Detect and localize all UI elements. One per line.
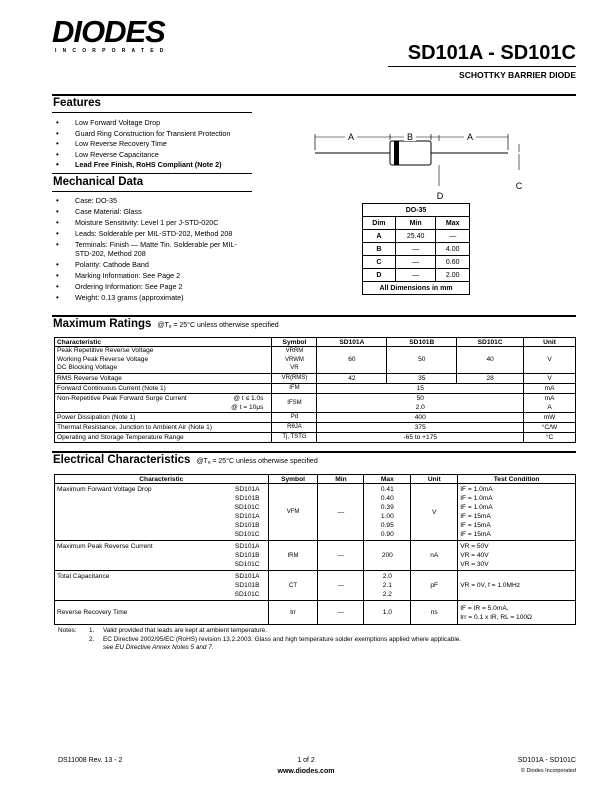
do35-row (363, 269, 470, 282)
ec-part: SD101A (235, 513, 260, 520)
mr-unit: °C (524, 432, 576, 442)
mr-unit: V (524, 347, 576, 374)
mech-item: • Case: DO-35 (52, 196, 252, 205)
ec-header: Characteristic (55, 475, 269, 484)
ec-unit: ns (411, 601, 458, 625)
mr-val: 35 (387, 373, 457, 383)
footer-url[interactable]: www.diodes.com (277, 768, 335, 775)
ec-part: SD101A (235, 486, 260, 493)
electrical-top-rule (52, 451, 576, 453)
do35-cell: 0.60 (436, 256, 470, 269)
ec-max: 0.90 (380, 531, 394, 538)
ec-test: VR = 0V, f = 1.0MHz (458, 571, 576, 601)
do35-cell: 2.00 (436, 269, 470, 282)
do35-cell: A (363, 230, 396, 243)
dim-label-a-left: A (347, 132, 355, 142)
mech-item: • Case Material: Glass (52, 207, 252, 216)
part-title: SD101A - SD101C (407, 42, 576, 64)
mechanical-top-rule (52, 173, 252, 174)
max-ratings-heading (53, 318, 279, 330)
mr-val: 50 (416, 394, 424, 402)
mr-row (55, 373, 576, 383)
ec-test: IF = 15mA (460, 513, 491, 520)
footer-doc-number: DS11008 Rev. 13 - 2 (58, 757, 123, 764)
mr-char: Operating and Storage Temperature Range (55, 432, 272, 442)
do35-col-min: Min (395, 217, 436, 230)
mr-sym: VRWM (285, 356, 304, 363)
ec-max: 2.1 (382, 582, 392, 589)
ec-part: SD101C (234, 561, 260, 568)
ec-part: SD101B (235, 495, 260, 502)
mr-char: DC Blocking Voltage (57, 364, 118, 371)
ec-header: Min (318, 475, 364, 484)
mr-unit: mA (544, 394, 555, 402)
ec-row (55, 601, 576, 625)
mr-char: RMS Reverse Voltage (55, 373, 272, 383)
ec-test: IF = IR = 5.0mA, (460, 604, 509, 612)
mr-char: Thermal Resistance, Junction to Ambient Air (Note 1) (55, 422, 272, 432)
company-logo: DIODES (52, 14, 165, 49)
ec-test: IF = 15mA (460, 522, 491, 529)
dim-label-b: B (406, 132, 414, 142)
mr-unit: V (524, 373, 576, 383)
mr-row (55, 412, 576, 422)
mr-val: 2.0 (415, 403, 425, 411)
mech-item: • Ordering Information: See Page 2 (52, 282, 252, 291)
do35-cell: 25.40 (395, 230, 436, 243)
ec-char: Maximum Peak Reverse Current (57, 543, 153, 550)
ec-part: SD101A (235, 573, 260, 580)
mr-char: Power Dissipation (Note 1) (55, 412, 272, 422)
note-num: 1. (89, 627, 95, 634)
dim-label-c: C (515, 181, 523, 191)
ec-char: Total Capacitance (57, 573, 110, 580)
ec-max: 0.39 (380, 504, 394, 511)
max-ratings-condition: @Tₐ = 25°C unless otherwise specified (157, 322, 279, 329)
feature-item: • Guard Ring Construction for Transient Protection (52, 129, 262, 138)
note-text: see EU Directive Annex Notes 5 and 7. (103, 644, 214, 651)
ec-part: SD101C (234, 531, 260, 538)
note-text: EC Directive 2002/95/EC (RoHS) revision 13.2.2003. Glass and high temperature solder exemptions applied where applicable. (103, 635, 462, 643)
electrical-title: Electrical Characteristics (53, 454, 191, 466)
do35-cell: D (363, 269, 396, 282)
max-ratings-title: Maximum Ratings (53, 318, 152, 330)
ec-min: — (318, 601, 364, 625)
ec-header: Unit (411, 475, 458, 484)
mr-header: Unit (524, 338, 576, 347)
ec-sym: IRM (268, 541, 318, 571)
mr-row (55, 393, 576, 412)
ec-row (55, 484, 576, 541)
mr-cond: @ t = 10μs (231, 403, 264, 411)
ec-unit: nA (411, 541, 458, 571)
mr-header: SD101B (387, 338, 457, 347)
title-underline (388, 66, 576, 67)
mr-row (55, 422, 576, 432)
note-text: Valid provided that leads are kept at ambient temperature. (103, 627, 268, 634)
dim-label-a-right: A (466, 132, 474, 142)
ec-part: SD101B (235, 522, 260, 529)
mr-unit: A (547, 403, 552, 411)
mr-unit: mA (524, 383, 576, 393)
do35-col-max: Max (436, 217, 470, 230)
ec-test: VR = 40V (460, 552, 489, 559)
do35-cell: C (363, 256, 396, 269)
mr-row (55, 432, 576, 442)
feature-item: • Low Reverse Recovery Time (52, 139, 262, 148)
ec-max: 1.00 (380, 513, 394, 520)
ec-test: IF = 1.0mA (460, 495, 493, 502)
ec-sym: CT (268, 571, 318, 601)
mr-sym: IFSM (272, 393, 317, 412)
features-list (52, 118, 262, 171)
ec-part: SD101C (234, 591, 260, 598)
footer-copyright: © Diodes Incorporated (520, 768, 576, 774)
feature-item: • Low Forward Voltage Drop (52, 118, 262, 127)
mr-unit: °C/W (524, 422, 576, 432)
footer-page: 1 of 2 (297, 757, 315, 764)
mr-val: 60 (317, 347, 387, 374)
mr-cond: @ t ≤ 1.0s (233, 394, 264, 402)
ec-part: SD101A (235, 543, 260, 550)
mr-sym: Tj, TSTG (272, 432, 317, 442)
mr-sym: IFM (272, 383, 317, 393)
part-subtitle: SCHOTTKY BARRIER DIODE (459, 70, 576, 80)
ec-row (55, 541, 576, 571)
electrical-heading (53, 454, 318, 466)
mr-sym: RθJA (272, 422, 317, 432)
do35-row (363, 243, 470, 256)
cathode-band (394, 141, 399, 165)
do35-cell: B (363, 243, 396, 256)
features-heading: Features (53, 97, 101, 109)
ec-max: 1.0 (364, 601, 411, 625)
mechanical-heading: Mechanical Data (53, 176, 144, 188)
mech-item: • Moisture Sensitivity: Level 1 per J-STD-020C (52, 218, 252, 227)
mr-val: 42 (317, 373, 387, 383)
do35-cell: — (436, 230, 470, 243)
do35-cell: — (395, 256, 436, 269)
mr-char: Non-Repetitive Peak Forward Surge Current (57, 394, 187, 402)
do35-cell: — (395, 269, 436, 282)
mechanical-list (52, 196, 252, 304)
features-rule (52, 112, 252, 113)
do35-footer: All Dimensions in mm (363, 282, 470, 295)
electrical-condition: @Tₐ = 25°C unless otherwise specified (196, 458, 318, 465)
mr-row (55, 383, 576, 393)
mr-val: 40 (457, 347, 524, 374)
feature-item: • Lead Free Finish, RoHS Compliant (Note 2) (52, 160, 262, 169)
mech-item: • Polarity: Cathode Band (52, 260, 252, 269)
mr-val: -65 to +175 (317, 432, 524, 442)
ec-unit: pF (411, 571, 458, 601)
ec-max: 0.95 (380, 522, 394, 529)
ec-char: Maximum Forward Voltage Drop (57, 486, 152, 493)
mr-sym: VR(RMS) (272, 373, 317, 383)
notes-label: Notes: (58, 627, 77, 634)
features-top-rule (52, 94, 576, 96)
do35-row (363, 256, 470, 269)
ec-test: IF = 15mA (460, 531, 491, 538)
mech-item: • Weight: 0.13 grams (approximate) (52, 293, 252, 302)
ec-min: — (318, 484, 364, 541)
ec-max: 200 (364, 541, 411, 571)
mr-header: SD101A (317, 338, 387, 347)
mr-val: 15 (317, 383, 524, 393)
do35-cell: — (395, 243, 436, 256)
mr-val: 28 (457, 373, 524, 383)
ec-test: IF = 1.0mA (460, 504, 493, 511)
mr-val: 50 (387, 347, 457, 374)
mr-row (55, 347, 576, 374)
footer-part: SD101A - SD101C (517, 757, 576, 764)
do35-cell: 4.00 (436, 243, 470, 256)
ec-max: 0.41 (380, 486, 394, 493)
mechanical-rule (52, 191, 252, 192)
mr-char: Forward Continuous Current (Note 1) (55, 383, 272, 393)
mr-char: Working Peak Reverse Voltage (57, 355, 149, 363)
mr-unit: mW (524, 412, 576, 422)
feature-item: • Low Reverse Capacitance (52, 150, 262, 159)
mr-sym: VRRM (285, 348, 304, 354)
mech-item: • Leads: Solderable per MIL-STD-202, Method 208 (52, 229, 252, 238)
ec-part: SD101C (234, 504, 260, 511)
do35-col-dim: Dim (363, 217, 396, 230)
do35-package-diagram (305, 126, 545, 202)
ec-char: Reverse Recovery Time (55, 601, 269, 625)
ec-header: Max (364, 475, 411, 484)
ec-part: SD101B (235, 582, 260, 589)
mr-header: Characteristic (55, 338, 272, 347)
ec-sym: trr (268, 601, 318, 625)
ec-test: VR = 50V (460, 543, 489, 550)
electrical-table (54, 474, 576, 625)
ec-max: 0.40 (380, 495, 394, 502)
notes-block (58, 627, 568, 653)
do35-title: DO-35 (363, 204, 470, 217)
company-logo-subtitle: INCORPORATED (55, 48, 170, 54)
ec-unit: V (411, 484, 458, 541)
ec-test: Irr = 0.1 x IR, RL = 100Ω (460, 613, 532, 621)
mr-header: Symbol (272, 338, 317, 347)
ec-max: 2.2 (382, 591, 392, 598)
mr-sym: VR (290, 365, 299, 371)
ec-min: — (318, 541, 364, 571)
max-ratings-top-rule (52, 315, 576, 317)
mr-char: Peak Repetitive Reverse Voltage (57, 347, 154, 354)
ec-header: Symbol (268, 475, 318, 484)
max-ratings-table (54, 337, 576, 443)
mr-val: 400 (317, 412, 524, 422)
ec-test: VR = 30V (460, 561, 489, 568)
ec-sym: VFM (268, 484, 318, 541)
ec-row (55, 571, 576, 601)
ec-min: — (318, 571, 364, 601)
dim-label-d: D (436, 191, 444, 201)
mech-item: • Terminals: Finish — Matte Tin. Solderable per MIL-STD-202, Method 208 (52, 240, 252, 258)
ec-part: SD101B (235, 552, 260, 559)
do35-dimension-table (362, 203, 470, 295)
mr-sym: Pd (272, 412, 317, 422)
do35-row (363, 230, 470, 243)
mech-item: • Marking Information: See Page 2 (52, 271, 252, 280)
ec-max: 2.0 (382, 573, 392, 580)
note-num: 2. (89, 635, 95, 643)
mr-val: 375 (317, 422, 524, 432)
ec-header: Test Condition (458, 475, 576, 484)
mr-header: SD101C (457, 338, 524, 347)
ec-test: IF = 1.0mA (460, 486, 493, 493)
